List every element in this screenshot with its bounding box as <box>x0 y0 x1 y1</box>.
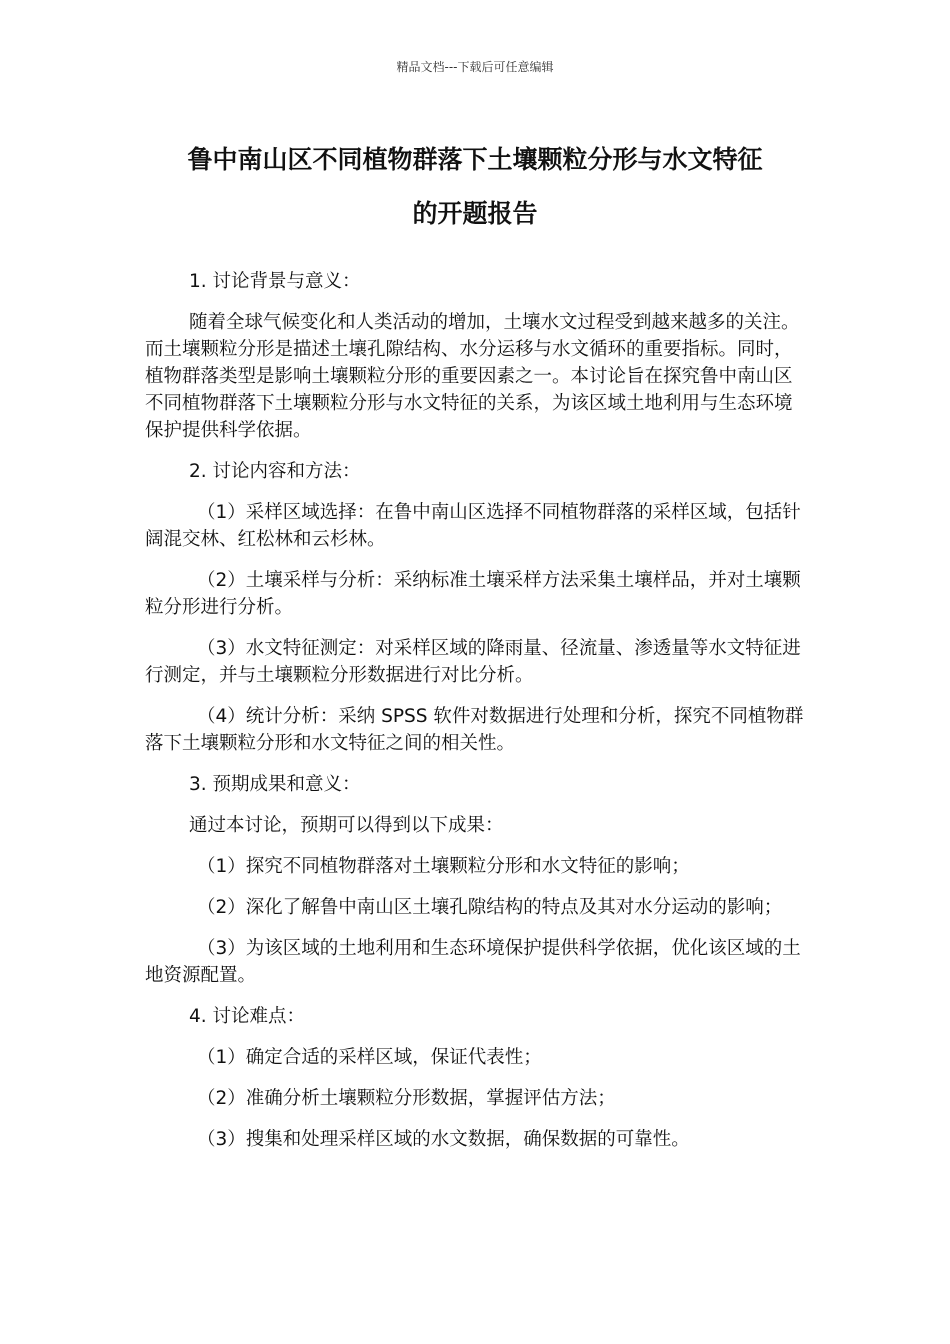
paragraph-background: 随着全球气候变化和人类活动的增加，土壤水文过程受到越来越多的关注。而土壤颗粒分形是描述土壤孔隙结构、水分运移与水文循环的重要指标。同时，植物群落类型是影响土壤颗粒分形的重要因素之一。本讨论旨在探究鲁中南山区不同植物群落下土壤颗粒分形与水文特征的关系，为该区域土地利用与生态环境保护提供科学依据。 <box>145 312 800 441</box>
list-item-outcome-3: （3）为该区域的土地利用和生态环境保护提供科学依据，优化该区域的土地资源配置。 <box>145 938 801 986</box>
document-body <box>145 268 805 1167</box>
list-item-difficulty-2: （2）准确分析土壤颗粒分形数据，掌握评估方法； <box>197 1088 616 1109</box>
section-heading-background: 1. 讨论背景与意义： <box>189 271 361 292</box>
list-item-statistics: （4）统计分析：采纳 SPSS 软件对数据进行处理和分析，探究不同植物群落下土壤颗粒分形和水文特征之间的相关性。 <box>145 706 804 754</box>
list-item-soil-sampling: （2）土壤采样与分析：采纳标准土壤采样方法采集土壤样品，并对土壤颗粒分形进行分析。 <box>145 570 801 618</box>
list-item-hydrology: （3）水文特征测定：对采样区域的降雨量、径流量、渗透量等水文特征进行测定，并与土壤颗粒分形数据进行对比分析。 <box>145 638 801 686</box>
list-item-difficulty-3: （3）搜集和处理采样区域的水文数据，确保数据的可靠性。 <box>197 1129 690 1150</box>
section-heading-difficulties: 4. 讨论难点： <box>189 1006 306 1027</box>
header-note: 精品文档---下载后可任意编辑 <box>396 60 554 74</box>
section-heading-methods: 2. 讨论内容和方法： <box>189 461 361 482</box>
list-item-sampling-area: （1）采样区域选择：在鲁中南山区选择不同植物群落的采样区域，包括针阔混交林、红松林和云杉林。 <box>145 502 801 550</box>
list-item-difficulty-1: （1）确定合适的采样区域，保证代表性； <box>197 1047 542 1068</box>
document-title-line-2: 的开题报告 <box>412 199 538 228</box>
paragraph-outcomes-intro: 通过本讨论，预期可以得到以下成果： <box>189 815 504 836</box>
list-item-outcome-1: （1）探究不同植物群落对土壤颗粒分形和水文特征的影响； <box>197 856 690 877</box>
list-item-outcome-2: （2）深化了解鲁中南山区土壤孔隙结构的特点及其对水分运动的影响； <box>197 897 783 918</box>
section-heading-outcomes: 3. 预期成果和意义： <box>189 774 361 795</box>
document-title-line-1: 鲁中南山区不同植物群落下土壤颗粒分形与水文特征 <box>187 145 763 174</box>
